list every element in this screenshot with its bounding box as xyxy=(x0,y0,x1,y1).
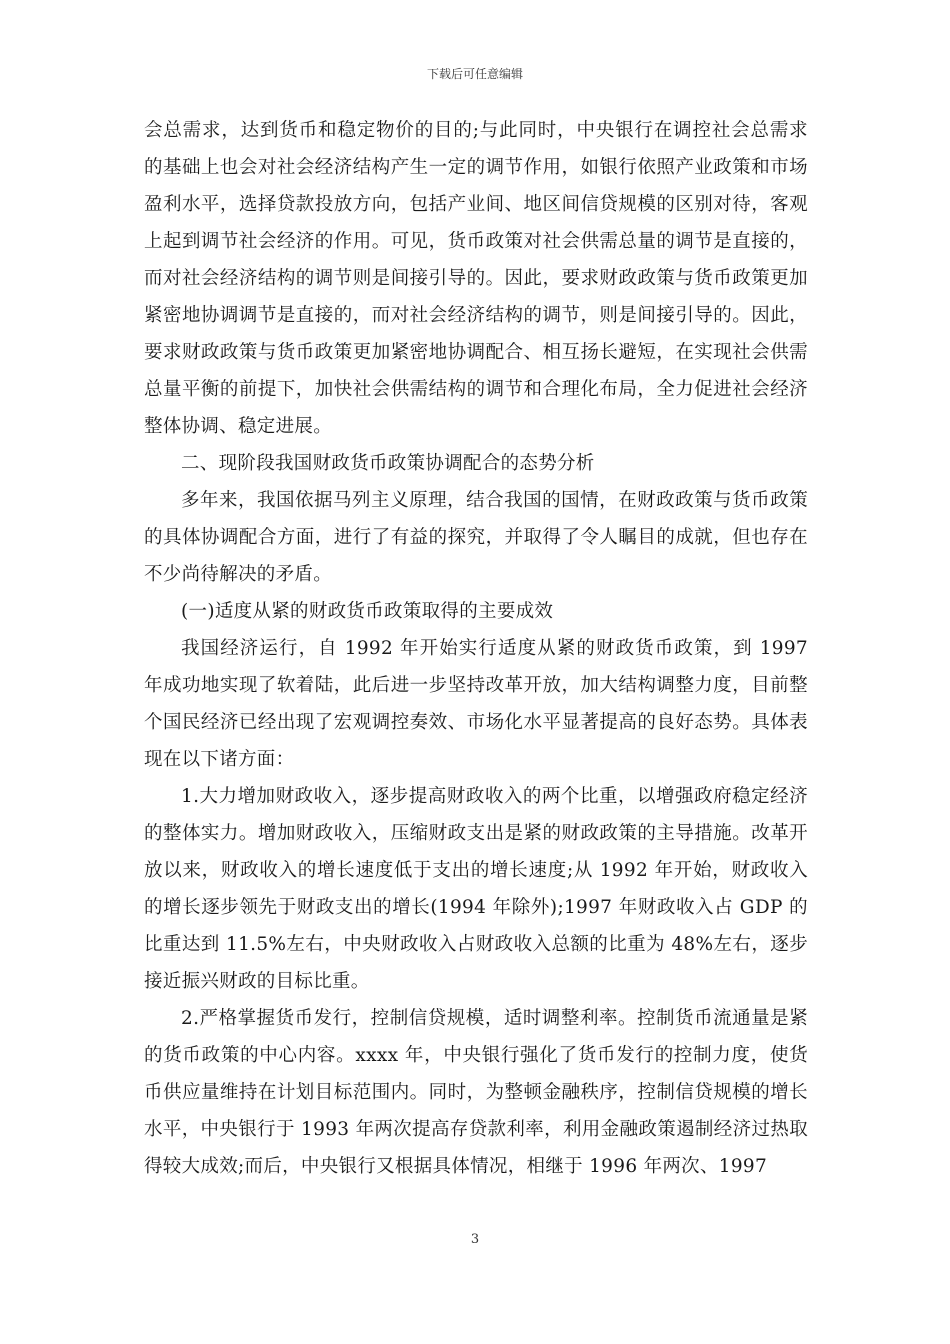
paragraph-continued: 会总需求，达到货币和稳定物价的目的;与此同时，中央银行在调控社会总需求的基础上也会对社会经济结构产生一定的调节作用，如银行依照产业政策和市场盈利水平，选择贷款投放方向，包括产业间、地区间信贷规模的区别对待，客观上起到调节社会经济的作用。可见，货币政策对社会供需总量的调节是直接的，而对社会经济结构的调节则是间接引导的。因此，要求财政政策与货币政策更加紧密地协调调节是直接的，而对社会经济结构的调节，则是间接引导的。因此，要求财政政策与货币政策更加紧密地协调配合、相互扬长避短，在实现社会供需总量平衡的前提下，加快社会供需结构的调节和合理化布局，全力促进社会经济整体协调、稳定进展。 xyxy=(144,120,808,437)
page-number: 3 xyxy=(470,1232,480,1247)
paragraph: 多年来，我国依据马列主义原理，结合我国的国情，在财政政策与货币政策的具体协调配合方面，进行了有益的探究，并取得了令人瞩目的成就，但也存在不少尚待解决的矛盾。 xyxy=(144,490,808,585)
document-body xyxy=(144,112,808,1185)
subsection-heading: (一)适度从紧的财政货币政策取得的主要成效 xyxy=(181,601,554,622)
numbered-paragraph-2: 2.严格掌握货币发行，控制信贷规模，适时调整利率。控制货币流通量是紧的货币政策的中心内容。xxxx 年，中央银行强化了货币发行的控制力度，使货币供应量维持在计划目标范围内。同时，为整顿金融秩序，控制信贷规模的增长水平，中央银行于 1993 年两次提高存贷款利率，利用金融政策遏制经济过热取得较大成效;而后，中央银行又根据具体情况，相继于 1996 年两次、1997 xyxy=(144,1008,808,1177)
page-header: 下载后可任意编辑 xyxy=(426,67,523,81)
paragraph: 我国经济运行，自 1992 年开始实行适度从紧的财政货币政策，到 1997 年成功地实现了软着陆，此后进一步坚持改革开放，加大结构调整力度，目前整个国民经济已经出现了宏观调控奏效、市场化水平显著提高的良好态势。具体表现在以下诸方面： xyxy=(144,638,808,770)
section-heading: 二、现阶段我国财政货币政策协调配合的态势分析 xyxy=(181,453,595,474)
numbered-paragraph-1: 1.大力增加财政收入，逐步提高财政收入的两个比重，以增强政府稳定经济的整体实力。增加财政收入，压缩财政支出是紧的财政政策的主导措施。改革开放以来，财政收入的增长速度低于支出的增长速度;从 1992 年开始，财政收入的增长逐步领先于财政支出的增长(1994 年除外);1997 年财政收入占 GDP 的比重达到 11.5%左右，中央财政收入占财政收入总额的比重为 48%左右，逐步接近振兴财政的目标比重。 xyxy=(144,786,808,992)
